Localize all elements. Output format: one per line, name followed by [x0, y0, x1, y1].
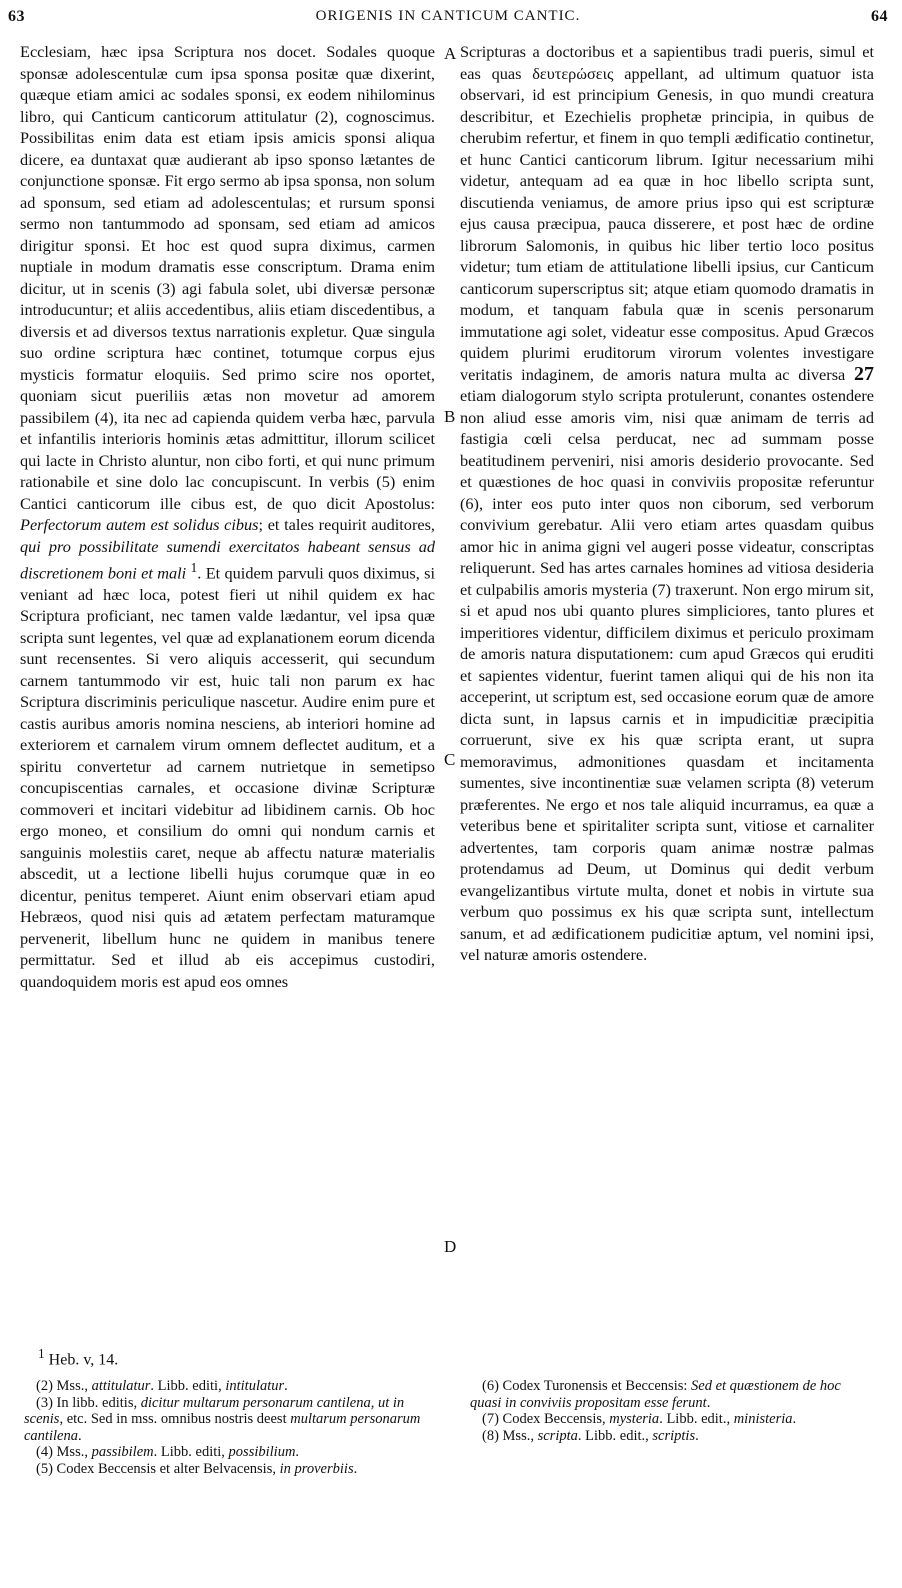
right-text-part2: etiam dialogorum stylo scripta protulerunt, conantes ostendere non aliud esse amoris vim, nisi quæ animam de terris ad fastigia cœli celsa perducat, nec ad summam posse beatitudinem perveniri, nisi amoris desiderio provocante. Sed et quæstiones de hoc quasi in conviviis propositæ referuntur (6), inter eos puto inter quos non ciborum, sed verborum convivium gerebatur. Alii vero etiam artes quasdam quibus amor hic in anima gigni vel augeri posse videatur, conscriptas reliquerunt. Sed has artes carnales homines ad vitiosa desideria et culpabilis amoris mysteria (7) traxerunt. Non ergo mirum sit, si et apud nos ubi quanto plures simpliciores, tanto plures et imperitiores videntur, difficilem diximus et periculo proximam de amoris natura disputationem: cum apud Græcos qui eruditi et sapientes videntur, fuerint tamen aliqui qui de his non ita acceperint, ut scriptum est, sed occasione eorum quæ de amore dicta sunt, in lapsus carnis et in impudicitiæ præcipitia corruerunt, sive ex his quæ scripta erant, ut supra memoravimus, admonitiones quasdam et incitamenta sumentes, sive incontinentiæ suæ velamen scripta (8) veterum præferentes. Ne ergo et nos tale aliquid incurramus, ea quæ a veteribus bene et spiritaliter scripta sunt, vitiose et carnaliter advertentes, tam corporis quam animæ nostræ palmas protendamus ad Deum, ut Dominus qui dedit verbum evangelizantibus virtute multa, donet et nobis in virtute sua verbum quo possimus ex his quæ scripta sunt, intellectum sanum, et ad ædificationem pudicitiæ aptum, vel nomini ipsi, vel naturæ amoris ostendere. [460, 386, 874, 964]
footnote-lead: (2) Mss., [36, 1378, 92, 1394]
footnote [24, 1395, 434, 1445]
left-text-part2: ; et tales requirit auditores, [258, 515, 436, 534]
footnote-rest: . [706, 1394, 711, 1411]
section-marker-a: A [444, 44, 457, 63]
footnote-italic: possibilium [228, 1444, 296, 1460]
left-column [20, 41, 435, 992]
footnote [470, 1378, 870, 1411]
right-text-part1: Scripturas a doctoribus et a sapientibus tradi pueris, simul et eas quas δευτερώσεις appellant, ad ultimum quatuor ista observari, id est principium Genesis, in quo mundi creatura describitur, et Ezechielis prophetæ principia, in quibus de cherubim refertur, et finem in quo templi ædificatio continetur, et hunc Cantici canticorum librum. Igitur necessarium mihi videtur, antequam ad ea quæ in hoc libello scripta sunt, discutienda veniamus, de amore prius ipso qui est scripturæ ejus causa præcipua, pauca disserere, et post hæc de ordine librorum Salomonis, in quibus hic liber tertio loco positus videtur; tum etiam de attitulatione libelli ipsius, cur Canticum canticorum superscriptus sit; atque etiam quomodo dramatis in modum, et tanquam fabula quæ in scenis personarum immutatione agi solet, videatur esse compositus. Apud Græcos quidem plurimi eruditorum virorum volentes investigare veritatis indaginem, de amoris natura multa ac diversa [460, 42, 874, 384]
left-quote-possibilitate: qui pro possibilitate sumendi exercitatos habeant sensus ad discretionem boni et mali [20, 536, 435, 583]
footnote [24, 1444, 434, 1461]
footnote [470, 1428, 870, 1445]
footnote-lead: (3) In libb. editis, [36, 1394, 141, 1411]
footnote-italic: attitulatur [91, 1378, 151, 1394]
footnote-italic: multarum personarum cantilena [24, 1411, 421, 1444]
footnote-tail: . [792, 1411, 797, 1427]
section-marker-c: C [444, 750, 456, 769]
running-title: ORIGENIS IN CANTICUM CANTIC. [315, 8, 581, 24]
footnote-rest: . Libb. edit., [577, 1427, 653, 1444]
left-column-text [20, 41, 435, 992]
footnote-tail: . [77, 1427, 82, 1444]
footnote [470, 1411, 870, 1428]
footnote-lead: (7) Codex Beccensis, [482, 1411, 610, 1427]
footnote-italic: Sed et quæstionem de hoc quasi in conviviis propositam esse ferunt [470, 1378, 841, 1411]
page-number-left: 63 [8, 8, 25, 25]
footnote-lead: (6) Codex Turonensis et Beccensis: [482, 1378, 692, 1394]
section-marker-d: D [444, 1237, 457, 1256]
footnote-italic: scriptis [652, 1427, 696, 1444]
scripture-footnote-mark: 1 [38, 1346, 45, 1361]
column-number: 27 [854, 362, 874, 385]
footnote-tail: . [695, 1427, 699, 1444]
footnote-tail: . [295, 1444, 300, 1460]
footnote-italic: intitulatur [225, 1378, 285, 1394]
footnote-rest: . Libb. editi, [150, 1378, 226, 1394]
footnote-lead: (5) Codex Beccensis et alter Belvacensis, [36, 1460, 280, 1477]
scripture-footnote-text: Heb. v, 14. [44, 1351, 119, 1369]
right-column-text [460, 41, 874, 966]
footnote-italic: in proverbiis [279, 1460, 354, 1477]
footnote-tail: . [284, 1378, 288, 1394]
footnote-reference: 1 [190, 560, 198, 575]
left-text-part3: . Et quidem parvuli quos diximus, si veniant ad hæc loca, potest fieri ut nihil quidem ex hac Scriptura proficiant, nec tamen valde lædantur, vel ipsa quæ scripta sunt legentes, vel quæ ad explanationem eorum dicenda sunt recensentes. Si vero aliquis accesserit, qui secundum carnem tantummodo vir est, huic tali non parum ex hac Scriptura discriminis periculique nascetur. Audire enim pure et castis auribus amoris nomina nesciens, ab interiori homine ad exteriorem et carnalem virum omnem deflectet auditum, et a spiritu convertetur ad carnem nutrietque in semetipso concupiscentias carnales, et occasione divinæ Scripturæ commoveri et incitari videbitur ad libidinem carnis. Ob hoc ergo moneo, et consilium do omni qui nondum carnis et sanguinis molestiis caret, neque ab affectu naturæ materialis abscedit, ut a lectione libelli hujus corumque quæ in eo dicentur, penitus temperet. Aiunt enim observari etiam apud Hebræos, quod nisi quis ad ætatem perfectam maturamque pervenerit, libellum hunc ne quidem in manibus tenere permittatur. Sed et illud ab eis accepimus custodiri, quandoquidem moris est apud eos omnes [20, 563, 435, 991]
left-text-part1: Ecclesiam, hæc ipsa Scriptura nos docet. Sodales quoque sponsæ adolescentulæ cum ipsa sponsa positæ quæ dixerint, quæque etiam amici ac sodales sponsi, ex eodem nihilominus libro, qui Canticum canticorum attitulatur (2), cognoscimus. Possibilitas enim data est etiam ipsis amicis sponsi aliqua dicere, ea duntaxat quæ audierant ab ipso sponso lætantes de conjunctione sponsæ. Fit ergo sermo ab ipsa sponsa, non solum ad sponsum, sed etiam ad adolescentulas; et rursum sponsi sermo non tantummodo ad sponsam, sed etiam ad amicos dirigitur sponsi. Et hoc est quod supra diximus, carmen nuptiale in modum dramatis esse conscriptum. Drama enim dicitur, ut in scenis (3) agi fabula solet, ubi diversæ personæ introducuntur; et aliis accedentibus, aliis etiam discedentibus, a diversis et ad diversos textus narrationis expletur. Quæ singula suo ordine scriptura hæc continet, totumque corpus ejus mysticis formatur eloquiis. Sed primo scire nos oportet, quoniam sicut pueriliis ætas non movetur ad amorem passibilem (4), ita nec ad capienda quidem verba hæc, parvula et infantilis interioris hominis ætas admittitur, illorum scilicet qui lacte in Christo aluntur, non cibo forti, et qui nunc primum rationabile et sine dolo lac concupiscunt. In verbis (5) enim Cantici canticorum ille cibus est, de quo dicit Apostolus: [20, 42, 435, 513]
page-header [8, 8, 888, 34]
left-quote-perfectorum: Perfectorum autem est solidus cibus [20, 515, 259, 534]
footnote [24, 1461, 434, 1478]
footnote-rest: . [353, 1460, 358, 1477]
page-number-right: 64 [871, 8, 888, 25]
footnote-rest: , etc. Sed in mss. omnibus nostris deest [59, 1411, 291, 1427]
footnote-lead: (4) Mss., [36, 1444, 92, 1460]
footnotes-left [24, 1378, 434, 1477]
footnotes-right [470, 1378, 870, 1444]
footnote-italic: scripta [537, 1427, 578, 1444]
footnote-italic: dicitur multarum personarum cantilena, ut in scenis [24, 1394, 405, 1427]
footnote-italic: ministeria [733, 1411, 793, 1427]
footnote [24, 1378, 434, 1395]
footnote-rest: . Libb. editi, [153, 1444, 229, 1460]
footnote-lead: (8) Mss., [482, 1427, 538, 1444]
section-marker-b: B [444, 407, 456, 426]
right-column [460, 41, 874, 966]
scripture-footnote [38, 1346, 118, 1369]
footnote-italic: passibilem [91, 1444, 154, 1460]
footnote-italic: mysteria [609, 1411, 660, 1427]
footnote-rest: . Libb. edit., [659, 1411, 734, 1427]
